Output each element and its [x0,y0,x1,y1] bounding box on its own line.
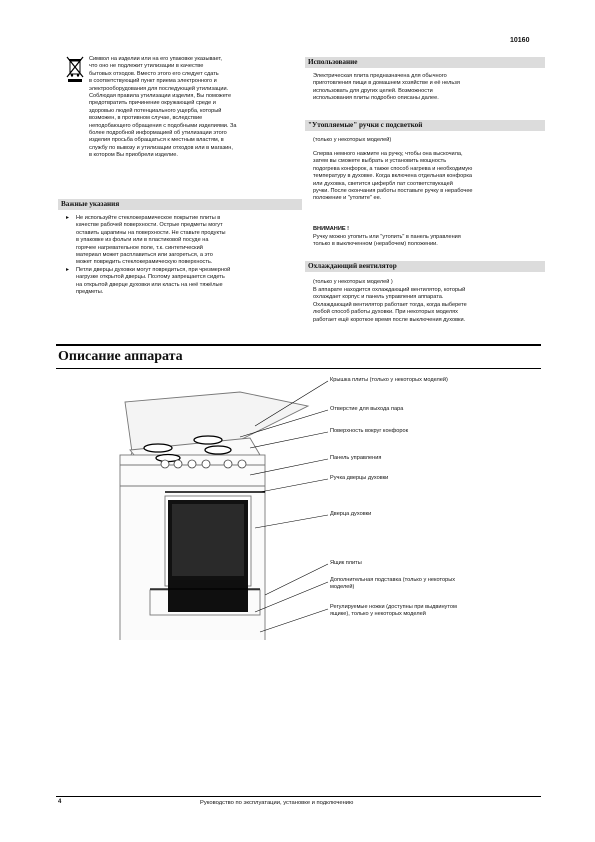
label-oven-door: Дверца духовки [330,511,372,517]
important-list [66,215,298,296]
list-item: ▸ Не используйте стеклокерамическое покрытие плиты в качестве рабочей поверхности. Острые предметы могут оставить царапины на поверхности. Не ставьте продукты в упаковке из фольги или в пластиковой посуде на горячее нагревательное поле, т.к. синтетический материал может расплавиться или загореться, а это может повредить стеклокерамическую поверхность. [66,215,298,267]
usage-heading: Использование [305,57,545,68]
recycling-bin-icon [66,56,84,87]
knobs-text: Сперва немного нажмите на ручку, чтобы она выскочила, затем вы сможете выбрать и установить мощность подогрева конфорок, а также способ нагрева и необходимую температуру в духовке. Когда включена отдельная конфорка или духовка, светится цифербл пат соответствующей ручки. После окончания работы поставьте ручку в нерабочее положение и "утопите" ее. [313,151,473,202]
label-control-panel: Панель управления [330,455,382,461]
footer-rule [56,796,541,797]
attention-title: ВНИМАНИЕ ! [313,226,350,232]
usage-text: Электрическая плита предназначена для обычного приготовления пищи в домашнем хозяйстве и её нельзя использовать для других целей. Возможности использования плиты подробно описаны далее. [313,73,460,102]
fan-heading: Охлаждающий вентилятор [305,261,545,272]
fan-note: (только у некоторых моделей ) [313,279,393,285]
label-steam-vent: Отверстие для выхода пара [330,406,404,412]
attention-text: Ручку можно утопить или "утопить" в панель управления только в выключенном (нерабочем) положении. [313,234,461,248]
document-code: 10160 [510,37,530,44]
footer-text: Руководство по эксплуатации, установке и подключению [200,800,354,806]
knobs-heading: "Утопляемые" ручки с подсветкой [305,120,545,131]
label-adjustable-feet: Регулируемые ножки (доступны при выдвинутом ящике), только у некоторых моделей [330,604,457,618]
important-heading: Важные указания [58,199,302,210]
section-title: Описание аппарата [58,349,183,364]
label-drawer: Ящик плиты [330,560,362,566]
label-cooktop-surface: Поверхность вокруг конфорок [330,428,409,434]
page-number: 4 [58,799,62,805]
label-door-handle: Ручка дверцы духовки [330,475,389,481]
label-stand: Дополнительная подставка (только у некоторых моделей) [330,577,456,591]
label-lid: Крышка плиты (только у некоторых моделей) [330,377,448,383]
section-rule [56,344,541,346]
disposal-text-top: Символ на изделии или на его упаковке указывает, что оно не подлежит утилизации в качестве бытовых отходов. Вместо этого его следует сдать в соответствующий пункт приема электронного и электрооборудования для последующей утилизации. Соблюдая правила утилизации изделия, Вы поможете предотвратить причинение окружающей среде и здоровью людей потенциального ущерба, который возможен, в противном случае, вследствие неподобающего обращения с подобными изделиями. За более подробной информацией об утилизации этого изделия просьба обращаться к местным властям, в службу по вывозу и утилизации отходов или в магазин, в котором Вы приобрели изделие. [89,56,237,159]
fan-text: В аппарате находится охлаждающий вентилятор, который охлаждает корпус и панель управления аппарата. Охлаждающий вентилятор работает тогда, когда выберете любой способ работы духовки. При некоторых моделях работает ещё короткое время после выключения духовки. [313,287,467,323]
section-rule-bottom [56,368,541,369]
knobs-note: (только у некоторых моделей) [313,137,392,143]
list-item: ▸ Петли дверцы духовки могут повредиться, при чрезмерной нагрузке открытой дверцы. Поэтому запрещается сидеть на открытой дверце духовки или класть на неё тяжёлые предметы. [66,267,298,297]
